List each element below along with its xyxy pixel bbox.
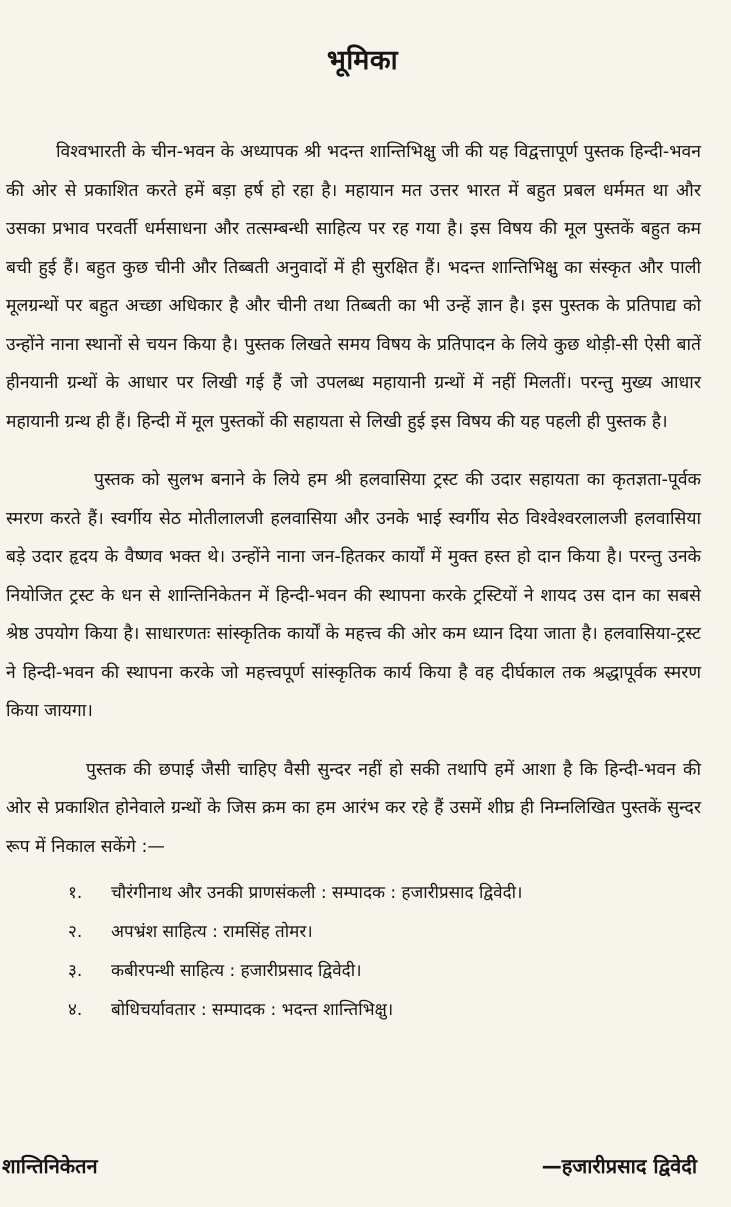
book-list [6, 872, 701, 1028]
list-item-number: १. [68, 883, 83, 903]
paragraph-intro: विश्वभारती के चीन-भवन के अध्यापक श्री भदन्त शान्तिभिक्षु जी की यह विद्वत्तापूर्ण पुस्तक हिन्दी-भवन की ओर से प्रकाशित करते हमें बड़ा हर्ष हो रहा है। महायान मत उत्तर भारत में बहुत प्रबल धर्ममत था और उसका प्रभाव परवर्ती धर्मसाधना और तत्सम्बन्धी साहित्य पर रह गया है। इस विषय की मूल पुस्तकें बहुत कम बची हुई हैं। बहुत कुछ चीनी और तिब्बती अनुवादों में ही सुरक्षित हैं। भदन्त शान्तिभिक्षु का संस्कृत और पाली मूलग्रन्थों पर बहुत अच्छा अधिकार है और चीनी तथा तिब्बती का भी उन्हें ज्ञान है। इस पुस्तक के प्रतिपाद्य को उन्होंने नाना स्थानों से चयन किया है। पुस्तक लिखते समय विषय के प्रतिपादन के लिये कुछ थोड़ी-सी ऐसी बातें हीनयानी ग्रन्थों के आधार पर लिखी गई हैं जो उपलब्ध महायानी ग्रन्थों में नहीं मिलतीं। परन्तु मुख्य आधार महायानी ग्रन्थ ही हैं। हिन्दी में मूल पुस्तकों की सहायता से लिखी हुई इस विषय की यह पहली ही पुस्तक है। [6, 142, 701, 432]
footer-place: शान्तिनिकेतन [2, 1154, 98, 1178]
list-item-number: ४. [68, 1000, 83, 1020]
list-item-text: कबीरपन्थी साहित्य : हजारीप्रसाद द्विवेदी। [111, 961, 362, 981]
list-item [6, 911, 701, 950]
list-item-number: २. [68, 922, 83, 942]
page-footer [0, 1152, 731, 1179]
list-item-text: बोधिचर्यावतार : सम्पादक : भदन्त शान्तिभिक्षु। [111, 1000, 394, 1020]
paragraph-future-publications: पुस्तक की छपाई जैसी चाहिए वैसी सुन्दर नहीं हो सकी तथापि हमें आशा है कि हिन्दी-भवन की ओर से प्रकाशित होनेवाले ग्रन्थों के जिस क्रम का हम आरंभ कर रहे हैं उसमें शीघ्र ही निम्नलिखित पुस्तकें सुन्दर रूप में निकाल सकेंगे :— [6, 759, 701, 857]
list-item-text: अपभ्रंश साहित्य : रामसिंह तोमर। [111, 922, 313, 942]
list-item [6, 872, 701, 911]
list-item [6, 950, 701, 989]
list-item-text: चौरंगीनाथ और उनकी प्राणसंकली : सम्पादक : हजारीप्रसाद द्विवेदी। [111, 883, 523, 903]
footer-signature: —हजारीप्रसाद द्विवेदी [541, 1154, 697, 1178]
list-item-number: ३. [68, 961, 83, 981]
list-item [6, 989, 701, 1028]
page-title: भूमिका [326, 45, 399, 76]
paragraph-acknowledgement: पुस्तक को सुलभ बनाने के लिये हम श्री हलवासिया ट्रस्ट की उदार सहायता का कृतज्ञता-पूर्वक स्मरण करते हैं। स्वर्गीय सेठ मोतीलालजी हलवासिया और उनके भाई स्वर्गीय सेठ विश्वेश्वरलालजी हलवासिया बड़े उदार हृदय के वैष्णव भक्त थे। उन्होंने नाना जन-हितकर कार्यों में मुक्त हस्त हो दान किया है। परन्तु उनके नियोजित ट्रस्ट के धन से शान्तिनिकेतन में हिन्दी-भवन की स्थापना करके ट्रस्टियों ने शायद उस दान का सबसे श्रेष्ठ उपयोग किया है। साधारणतः सांस्कृतिक कार्यों के महत्त्व की ओर कम ध्यान दिया जाता है। हलवासिया-ट्रस्ट ने हिन्दी-भवन की स्थापना करके जो महत्त्वपूर्ण सांस्कृतिक कार्य किया है वह दीर्घकाल तक श्रद्धापूर्वक स्मरण किया जायगा। [6, 470, 701, 721]
